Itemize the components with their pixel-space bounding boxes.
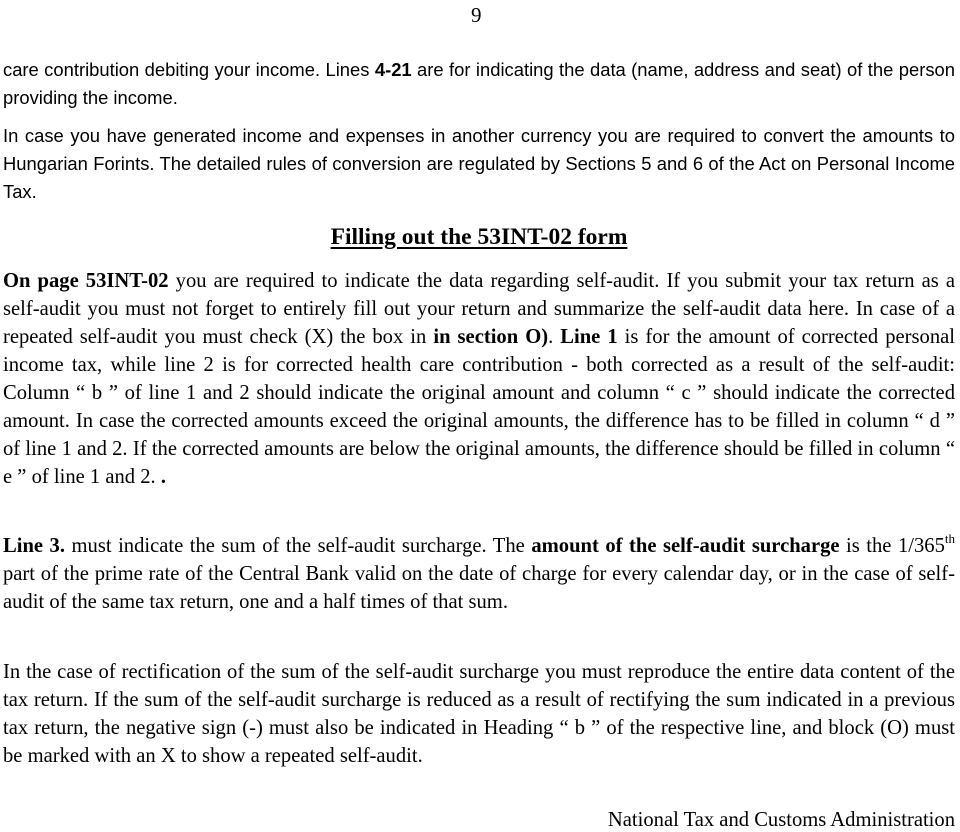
section-heading: Filling out the 53INT-02 form xyxy=(330,224,628,250)
text-run: is the 1/365 xyxy=(839,535,945,557)
bold-period: . xyxy=(160,466,166,488)
ordinal-superscript: th xyxy=(944,531,955,546)
paragraph-currency-conversion xyxy=(3,122,955,206)
bold-line-ref: Line 3. xyxy=(3,535,66,557)
text-run: In the case of rectification of the sum of the self-audit surcharge you must reproduce the entire data content of the tax return. If the sum of the self-audit surcharge is reduced as a result of rectifying the sum indicated in a previous tax return, the negative sign (-) must also be indicated in Heading “ b ” of the respective line, and block (O) must be marked with an X to show a repeated self-audit. xyxy=(3,661,955,767)
text-run: In case you have generated income and expenses in another currency you are required to convert the amounts to Hungarian Forints. The detailed rules of conversion are regulated by Sections 5 and 6 of the Act on Personal Income Tax. xyxy=(3,125,955,202)
paragraph-self-audit xyxy=(3,267,955,491)
paragraph-rectification xyxy=(3,658,955,770)
text-run: are for indicating the data (name, address and seat) of the person providing the income. xyxy=(3,59,955,108)
bold-page-ref: On page 53INT-02 xyxy=(3,270,169,292)
text-run: must indicate the sum of the self-audit surcharge. The xyxy=(65,535,532,557)
bold-line-ref: Line 1 xyxy=(560,326,618,348)
bold-section-ref: in section O) xyxy=(433,326,549,348)
bold-lines-range: 4-21 xyxy=(374,59,412,80)
paragraph-surcharge xyxy=(3,532,955,616)
text-run: is for the amount of corrected personal income tax, while line 2 is for corrected health care contribution - both corrected as a result of the self-audit: Column “ b ” of line 1 and 2 should indicate the original amount and column “ c ” should indicate the corrected amount. In case the corrected amounts exceed the original amounts, the difference has to be filled in column “ d ” of line 1 and 2. If the corrected amounts are below the original amounts, the difference should be filled in column “ e ” of line 1 and 2. xyxy=(3,326,956,488)
footer-organization: National Tax and Customs Administration xyxy=(607,809,955,831)
document-page xyxy=(3,0,955,831)
text-run: you are required to indicate the data regarding self-audit. If you submit your tax return as a self-audit you must not forget to entirely fill out your return and summarize the self-audit data here. In case of a repeated self-audit you must check (X) the box in xyxy=(3,270,956,348)
text-run: . xyxy=(548,326,561,348)
bold-term: amount of the self-audit surcharge xyxy=(531,535,840,557)
text-run: care contribution debiting your income. Lines xyxy=(3,59,375,80)
page-number: 9 xyxy=(471,3,482,27)
paragraph-income-provider xyxy=(3,56,955,112)
text-run: part of the prime rate of the Central Bank valid on the date of charge for every calendar day, or in the case of self-audit of the same tax return, one and a half times of that sum. xyxy=(3,563,955,613)
